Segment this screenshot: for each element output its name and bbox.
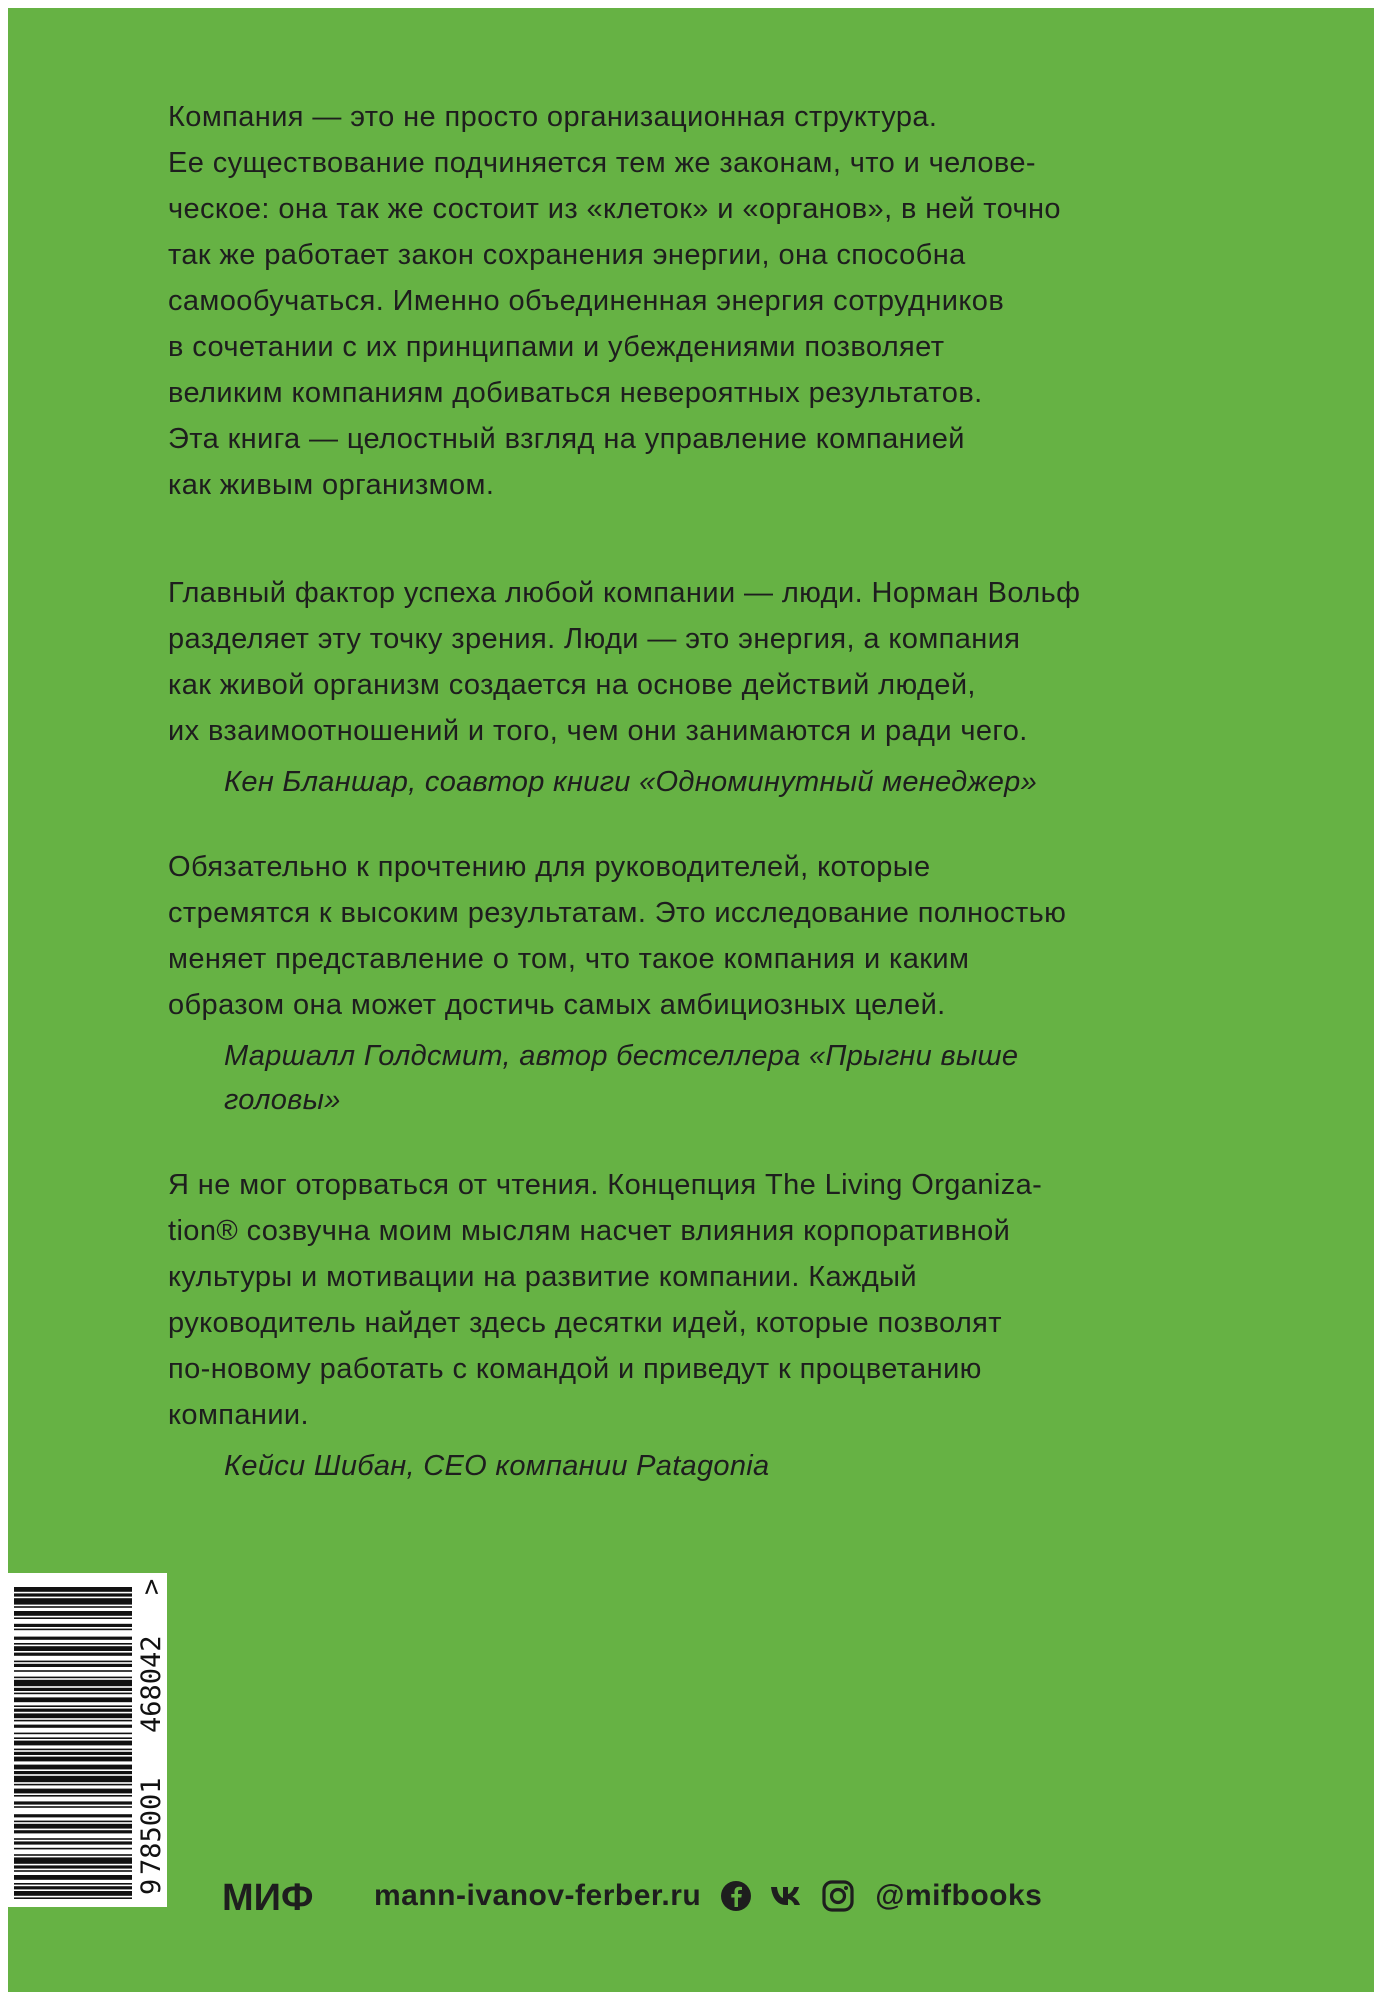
barcode-bar — [14, 1629, 132, 1631]
facebook-icon[interactable] — [719, 1879, 753, 1913]
review-chouinard — [168, 1162, 1178, 1488]
barcode-bar — [14, 1680, 132, 1686]
barcode-bar — [14, 1838, 132, 1840]
text-line: образом она может достичь самых амбициозных целей. — [168, 989, 946, 1021]
barcode-bar — [14, 1821, 132, 1823]
text-line: Компания — это не просто организационная структура. — [168, 101, 938, 133]
text-line: по-новому работать с командой и приведут к процветанию — [168, 1353, 982, 1385]
barcode-marker: > — [136, 1578, 167, 1595]
review-goldsmith — [168, 844, 1178, 1122]
text-line: самообучаться. Именно объединенная энергия сотрудников — [168, 285, 1005, 317]
barcode-bar — [14, 1646, 132, 1651]
barcode-bar — [14, 1587, 132, 1592]
text-line: Я не мог оторваться от чтения. Концепция The Living Organiza- — [168, 1169, 1043, 1201]
author-line: Маршалл Голдсмит, автор бестселлера «Прыгни выше — [224, 1040, 1019, 1072]
text-line: руководитель найдет здесь десятки идей, которые позволят — [168, 1307, 1002, 1339]
barcode-bar — [14, 1752, 132, 1755]
social-handle[interactable]: @mifbooks — [875, 1879, 1043, 1912]
logo-text: МИФ — [222, 1877, 314, 1916]
barcode-bar — [14, 1757, 132, 1762]
review-text — [168, 1162, 1178, 1438]
text-line: так же работает закон сохранения энергии, она способна — [168, 239, 966, 271]
barcode-bar — [14, 1720, 132, 1722]
author-line: Кейси Шибан, CEO компании Patagonia — [224, 1450, 770, 1482]
barcode-bar — [14, 1749, 132, 1751]
barcode-bar — [14, 1771, 132, 1774]
vk-icon[interactable] — [769, 1884, 805, 1908]
barcode-bar — [14, 1697, 132, 1702]
barcode-bar — [14, 1801, 132, 1804]
text-line: tion® созвучна моим мыслям насчет влияния корпоративной — [168, 1215, 1011, 1247]
barcode-bar — [14, 1653, 132, 1656]
mif-logo-icon — [222, 1876, 352, 1916]
author-line: головы» — [224, 1084, 341, 1116]
barcode-bar — [14, 1883, 132, 1885]
text-line: великим компаниям добиваться невероятных результатов. — [168, 377, 983, 409]
barcode-bar — [14, 1677, 132, 1679]
review-text — [168, 844, 1178, 1028]
barcode-digits-group1: 785001 — [136, 1777, 167, 1875]
barcode-bar — [14, 1830, 132, 1833]
barcode-bar — [14, 1709, 132, 1712]
barcode-bar — [14, 1765, 132, 1770]
barcode-bar — [14, 1841, 132, 1844]
text-line: стремятся к высоким результатам. Это исследование полностью — [168, 897, 1067, 929]
text-line: компании. — [168, 1399, 309, 1431]
text-line: разделяет эту точку зрения. Люди — это энергия, а компания — [168, 623, 1021, 655]
barcode-bar — [14, 1725, 132, 1728]
text-line: как живым организмом. — [168, 469, 495, 501]
barcode-graphic — [8, 1573, 167, 1907]
instagram-icon[interactable] — [821, 1879, 855, 1913]
back-cover — [8, 8, 1374, 1992]
text-line: их взаимоотношений и того, чем они занимаются и ради чего. — [168, 715, 1028, 747]
review-author — [224, 1444, 1178, 1488]
barcode-bar — [14, 1661, 132, 1663]
barcode-bar — [14, 1897, 132, 1899]
barcode-bar — [14, 1865, 132, 1868]
barcode-digit-first: 9 — [136, 1878, 167, 1895]
barcode-bar — [14, 1891, 132, 1896]
publisher-logo — [222, 1876, 352, 1916]
barcode-digits-group2: 468042 — [136, 1635, 167, 1733]
text-line: в сочетании с их принципами и убеждениями позволяет — [168, 331, 945, 363]
barcode-bar — [14, 1664, 132, 1667]
text-line: ческое: она так же состоит из «клеток» и «органов», в ней точно — [168, 193, 1061, 225]
barcode-bar — [14, 1737, 132, 1739]
barcode-bar — [14, 1795, 132, 1797]
barcode-bar — [14, 1741, 132, 1746]
review-text — [168, 570, 1178, 754]
review-author — [224, 760, 1178, 804]
barcode-bar — [14, 1848, 132, 1850]
publisher-footer — [222, 1874, 1042, 1918]
barcode-bar — [14, 1733, 132, 1735]
barcode-bar — [14, 1814, 132, 1817]
text-line: как живой организм создается на основе действий людей, — [168, 669, 976, 701]
barcode-bar — [14, 1688, 132, 1691]
barcode-bar — [14, 1870, 132, 1872]
text-line: Главный фактор успеха любой компании — люди. Норман Вольф — [168, 577, 1081, 609]
barcode-bar — [14, 1806, 132, 1808]
text-column — [168, 94, 1178, 1488]
barcode-bar — [14, 1713, 132, 1718]
barcode-bar — [14, 1617, 132, 1619]
text-line: Обязательно к прочтению для руководителей, которые — [168, 851, 931, 883]
barcode-bar — [14, 1693, 132, 1695]
social-icons — [719, 1879, 855, 1913]
barcode-bar — [14, 1824, 132, 1829]
intro-paragraph — [168, 94, 1178, 508]
barcode-bar — [14, 1643, 132, 1645]
barcode-bars — [14, 1587, 132, 1899]
barcode-bar — [14, 1776, 132, 1782]
barcode-bar — [14, 1784, 132, 1786]
barcode-bar — [14, 1886, 132, 1889]
text-line: Эта книга — целостный взгляд на управление компанией — [168, 423, 965, 455]
author-line: Кен Бланшар, соавтор книги «Одноминутный менеджер» — [224, 766, 1038, 798]
text-line: меняет представление о том, что такое компания и каким — [168, 943, 970, 975]
text-line: культуры и мотивации на развитие компании. Каждый — [168, 1261, 918, 1293]
barcode-bar — [14, 1857, 132, 1863]
barcode-bar — [14, 1598, 132, 1604]
review-author — [224, 1034, 1178, 1122]
barcode-bar — [14, 1624, 132, 1627]
barcode-bar — [14, 1611, 132, 1616]
barcode-bar — [14, 1670, 132, 1672]
review-blanchard — [168, 570, 1178, 804]
barcode-bar — [14, 1854, 132, 1856]
text-line: Ее существование подчиняется тем же законам, что и челове- — [168, 147, 1036, 179]
barcode-bar — [14, 1705, 132, 1707]
barcode-bar — [14, 1789, 132, 1794]
barcode — [8, 1573, 167, 1907]
barcode-bar — [14, 1875, 132, 1880]
barcode-bar — [14, 1637, 132, 1640]
website-link[interactable]: mann-ivanov-ferber.ru — [374, 1879, 702, 1912]
barcode-bar — [14, 1606, 132, 1608]
barcode-bar — [14, 1593, 132, 1596]
